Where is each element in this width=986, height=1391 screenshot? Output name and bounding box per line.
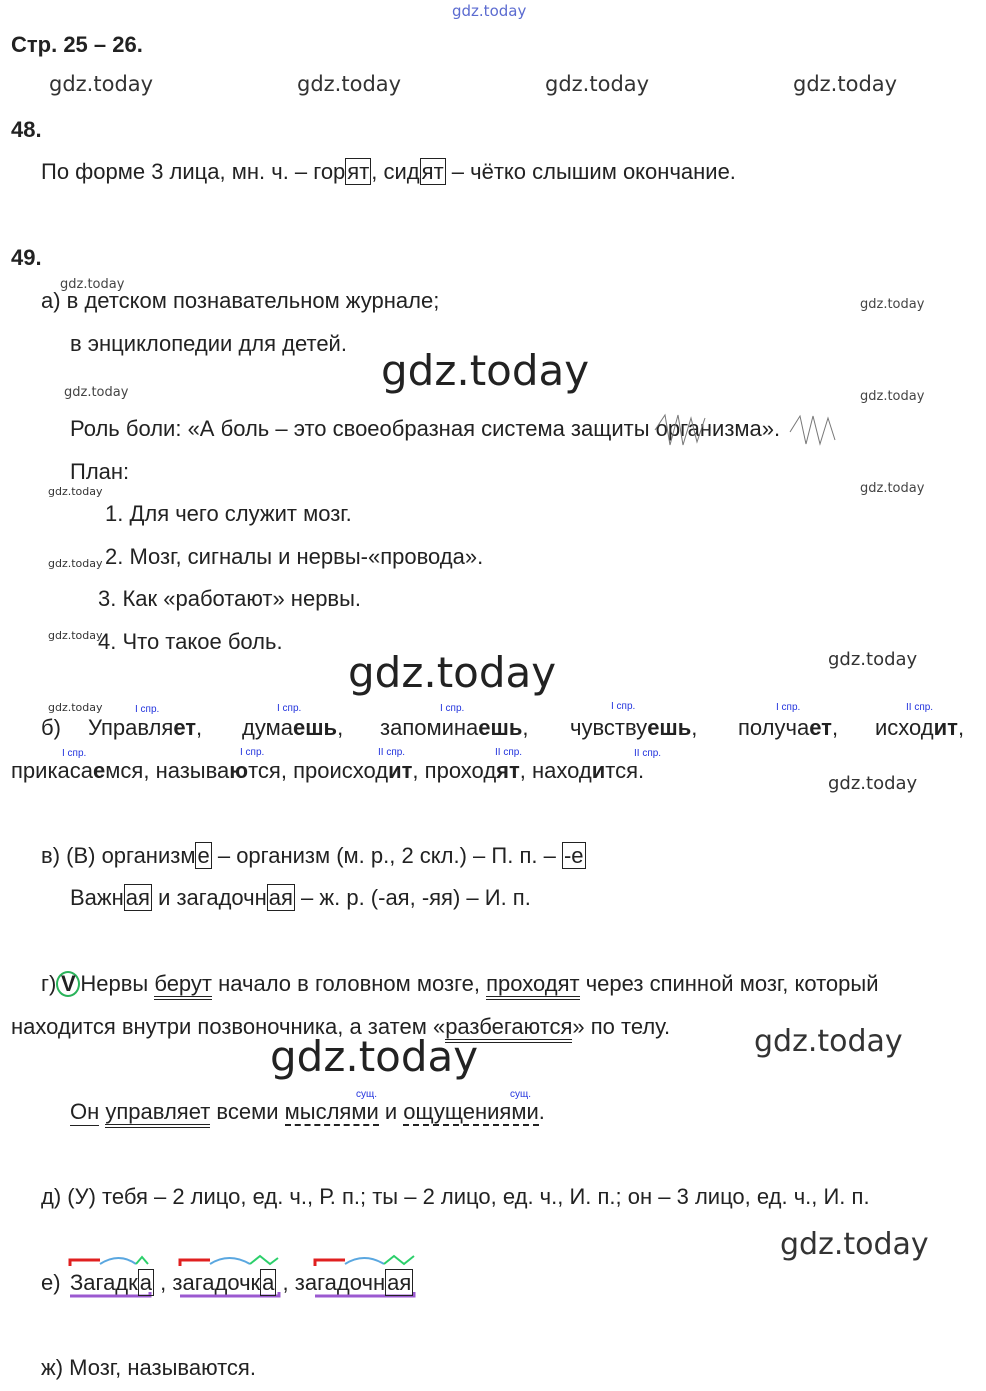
watermark: gdz.today: [545, 72, 650, 96]
plan-item: 3. Как «работают» нервы.: [98, 586, 362, 611]
ex49-g-line2: находится внутри позвоночника, а затем «разбегаются» по телу.: [11, 1014, 670, 1040]
ending-box: а: [139, 1270, 153, 1295]
verb-word: думаешь,: [242, 715, 344, 740]
watermark-large: gdz.today: [270, 1032, 479, 1081]
watermark: gdz.today: [793, 72, 898, 96]
ex49-a-line1: а) в детском познавательном журнале;: [41, 288, 440, 313]
ending-box: ят: [347, 159, 370, 184]
watermark: gdz.today: [60, 277, 125, 292]
exercise-48-text: [41, 159, 736, 185]
conjugation-note: II спр.: [378, 747, 406, 758]
conjugation-note: I спр.: [135, 704, 160, 715]
conjugation-note: I спр.: [277, 703, 302, 714]
ex49-e-words: Загадка , загадочка , загадочная: [70, 1270, 412, 1295]
page-range-heading: Стр. 25 – 26.: [11, 32, 143, 57]
watermark: gdz.today: [49, 72, 154, 96]
conjugation-note: II спр.: [906, 702, 934, 713]
conjugation-note: I спр.: [440, 703, 465, 714]
object: ощущениями: [403, 1099, 539, 1124]
ex49-d: д) (У) тебя – 2 лицо, ед. ч., Р. п.; ты – 2 лицо, ед. ч., И. п.; он – 3 лицо, ед. ч., И. п.: [41, 1184, 870, 1209]
ex49-a-plan: План:: [70, 459, 130, 484]
ex49-b-label: б): [41, 715, 61, 740]
ex49-e-label: е): [41, 1270, 61, 1295]
ex48-pre: По форме 3 лица, мн. ч. – гор: [41, 159, 346, 184]
watermark: gdz.today: [48, 701, 103, 714]
watermark: gdz.today: [860, 481, 925, 496]
ex49-zh: ж) Мозг, называются.: [41, 1355, 256, 1380]
predicate: разбегаются: [445, 1014, 572, 1043]
ending-box: -е: [563, 843, 584, 868]
scribble-mark: [650, 410, 840, 450]
part-of-speech-note: сущ.: [510, 1089, 532, 1100]
ex49-a-line2: в энциклопедии для детей.: [70, 331, 347, 356]
watermark-large: gdz.today: [348, 648, 557, 697]
conjugation-note: I спр.: [62, 748, 87, 759]
watermark: gdz.today: [64, 385, 129, 400]
watermark: gdz.today: [860, 389, 925, 404]
ex49-g-line1: г) V Нервы берут начало в головном мозге, проходят через спинной мозг, который: [41, 971, 879, 997]
watermark: gdz.today: [780, 1227, 929, 1262]
ending-box: а: [262, 1270, 275, 1295]
exercise-49-number: 49.: [11, 245, 42, 270]
ex49-a-role: Роль боли: «А боль – это своеобразная система защиты организма».: [70, 416, 781, 441]
ex48-mid: , сид: [371, 159, 420, 184]
verb-word: запоминаешь,: [380, 715, 529, 740]
verb-word: чувствуешь,: [570, 715, 698, 740]
conjugation-note: II спр.: [495, 747, 523, 758]
ending-box: ят: [421, 159, 444, 184]
plan-item: 2. Мозг, сигналы и нервы-«провода».: [105, 544, 484, 569]
watermark: gdz.today: [48, 557, 103, 570]
verb-word: исходит,: [875, 715, 965, 740]
watermark: gdz.today: [48, 629, 103, 642]
plan-item: 4. Что такое боль.: [98, 629, 283, 654]
ex49-v-line2: Важная и загадочная – ж. р. (-ая, -яя) – И. п.: [70, 885, 531, 910]
ex49-v-line1: в) (В) организме – организм (м. р., 2 скл.) – П. п. – -е: [41, 843, 584, 868]
ex48-post: – чётко слышим окончание.: [451, 159, 736, 184]
v-mark-circle: V: [56, 971, 80, 997]
ending-box: ая: [387, 1270, 412, 1295]
predicate: проходят: [486, 971, 579, 1000]
plan-item: 1. Для чего служит мозг.: [105, 501, 352, 526]
ex49-g-sentence: Он управляет всеми мыслями и ощущениями.: [70, 1099, 545, 1125]
subject: Он: [70, 1099, 100, 1124]
conjugation-note: II спр.: [634, 748, 662, 759]
predicate: берут: [154, 971, 212, 1000]
conjugation-note: I спр.: [611, 701, 636, 712]
watermark-large: gdz.today: [381, 346, 590, 395]
verb-word: Управляет,: [88, 715, 203, 740]
part-of-speech-note: сущ.: [356, 1089, 378, 1100]
predicate: управляет: [105, 1099, 210, 1128]
ending-box: е: [197, 843, 210, 868]
conjugation-note: I спр.: [240, 747, 265, 758]
watermark: gdz.today: [754, 1024, 903, 1059]
watermark-top: gdz.today: [452, 2, 527, 20]
watermark: gdz.today: [48, 485, 103, 498]
watermark: gdz.today: [828, 773, 918, 794]
watermark: gdz.today: [297, 72, 402, 96]
watermark: gdz.today: [860, 297, 925, 312]
exercise-48-number: 48.: [11, 117, 42, 142]
ex49-b-line2: прикасаемся, называются, происходит, проходят, находится.: [11, 758, 645, 783]
ending-box: ая: [125, 885, 150, 910]
watermark: gdz.today: [828, 649, 918, 670]
verb-word: получает,: [738, 715, 839, 740]
object: мыслями: [284, 1099, 379, 1124]
conjugation-note: I спр.: [776, 702, 801, 713]
ending-box: ая: [268, 885, 293, 910]
